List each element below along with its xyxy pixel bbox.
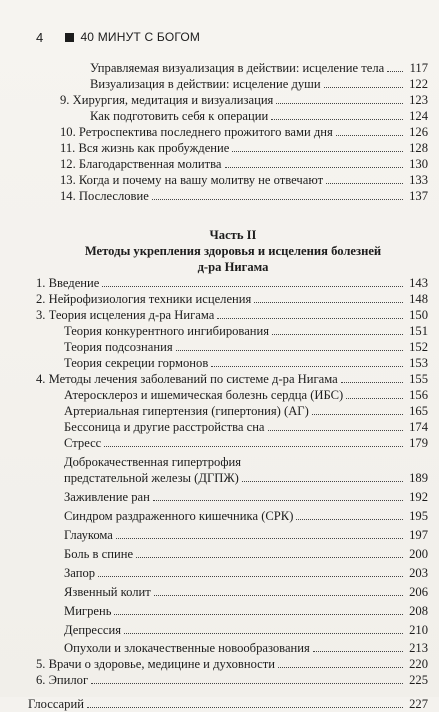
- toc-entry: Теория подсознания 152: [64, 340, 428, 354]
- leader-dots: [341, 382, 403, 383]
- page-number: 4: [36, 29, 44, 45]
- toc-entry: Бессоница и другие расстройства сна 174: [64, 420, 428, 434]
- leader-dots: [211, 366, 403, 367]
- leader-dots: [176, 350, 403, 351]
- leader-dots: [271, 119, 403, 120]
- leader-dots: [116, 538, 403, 539]
- toc-entry: Опухоли и злокачественные новообразования 213: [64, 641, 428, 655]
- leader-dots: [153, 500, 403, 501]
- toc-entry: Запор 203: [64, 566, 428, 580]
- toc-entry: 11. Вся жизнь как пробуждение 128: [60, 141, 428, 155]
- toc-entry: 2. Нейрофизиология техники исцеления 148: [36, 292, 428, 306]
- part-heading-line2: д-ра Нигама: [197, 260, 269, 274]
- leader-dots: [225, 167, 404, 168]
- leader-dots: [114, 614, 403, 615]
- toc-entry: 3. Теория исцеления д-ра Нигама 150: [36, 308, 428, 322]
- leader-dots: [102, 286, 403, 287]
- book-title: 40 МИНУТ С БОГОМ: [80, 30, 201, 44]
- leader-dots: [313, 651, 403, 652]
- toc-entry: Заживление ран 192: [64, 490, 428, 504]
- toc-entry: Мигрень 208: [64, 604, 428, 618]
- toc-entry: 6. Эпилог 225: [36, 673, 428, 687]
- toc-entry-glossary: Глоссарий 227: [28, 697, 428, 711]
- toc-entry: Артериальная гипертензия (гипертония) (АГ) 165: [64, 404, 428, 418]
- leader-dots: [268, 430, 403, 431]
- leader-dots: [124, 633, 403, 634]
- part-label: Часть II: [209, 228, 257, 242]
- leader-dots: [276, 103, 403, 104]
- toc-entry: Боль в спине 200: [64, 547, 428, 561]
- toc-entry: Депрессия 210: [64, 623, 428, 637]
- leader-dots: [326, 183, 403, 184]
- leader-dots: [217, 318, 403, 319]
- leader-dots: [296, 519, 403, 520]
- leader-dots: [312, 414, 403, 415]
- leader-dots: [98, 576, 403, 577]
- toc-entry: Синдром раздраженного кишечника (СРК) 195: [64, 509, 428, 523]
- toc-entry: Атеросклероз и ишемическая болезнь сердца (ИБС) 156: [64, 388, 428, 402]
- toc-entry: Визуализация в действии: исцеление души 122: [90, 77, 428, 91]
- toc-entry: Управляемая визуализация в действии: исцеление тела 117: [90, 61, 428, 75]
- leader-dots: [136, 557, 403, 558]
- table-of-contents: [28, 60, 428, 712]
- leader-dots: [91, 683, 403, 684]
- toc-entry: 1. Введение 143: [36, 276, 428, 290]
- toc-entry: 4. Методы лечения заболеваний по системе д-ра Нигама 155: [36, 372, 428, 386]
- leader-dots: [154, 595, 403, 596]
- toc-entry: Глаукома 197: [64, 528, 428, 542]
- leader-dots: [272, 334, 403, 335]
- leader-dots: [87, 707, 403, 708]
- toc-entry: 12. Благодарственная молитва 130: [60, 157, 428, 171]
- toc-entry: Теория секреции гормонов 153: [64, 356, 428, 370]
- leader-dots: [278, 667, 403, 668]
- toc-entry: 13. Когда и почему на вашу молитву не отвечают 133: [60, 173, 428, 187]
- toc-entry: 9. Хирургия, медитация и визуализация 123: [60, 93, 428, 107]
- leader-dots: [104, 446, 403, 447]
- toc-entry: Стресс 179: [64, 436, 428, 450]
- toc-entry: 14. Послесловие 137: [60, 189, 428, 203]
- header-square-icon: [65, 33, 74, 42]
- toc-entry-multiline: Доброкачественная гипертрофия предстательной железы (ДГПЖ) 189: [64, 455, 428, 485]
- toc-entry: Язвенный колит 206: [64, 585, 428, 599]
- toc-entry: 5. Врачи о здоровье, медицине и духовности 220: [36, 657, 428, 671]
- leader-dots: [232, 151, 403, 152]
- leader-dots: [346, 398, 403, 399]
- toc-entry: Теория конкурентного ингибирования 151: [64, 324, 428, 338]
- leader-dots: [254, 302, 403, 303]
- leader-dots: [324, 87, 403, 88]
- toc-entry: Как подготовить себя к операции 124: [90, 109, 428, 123]
- leader-dots: [152, 199, 403, 200]
- leader-dots: [242, 481, 403, 482]
- part-heading: Методы укрепления здоровья и исцеления болезней: [84, 244, 382, 258]
- running-header: [36, 29, 200, 45]
- leader-dots: [336, 135, 403, 136]
- toc-entry: 10. Ретроспектива последнего прожитого вами дня 126: [60, 125, 428, 139]
- leader-dots: [387, 71, 403, 72]
